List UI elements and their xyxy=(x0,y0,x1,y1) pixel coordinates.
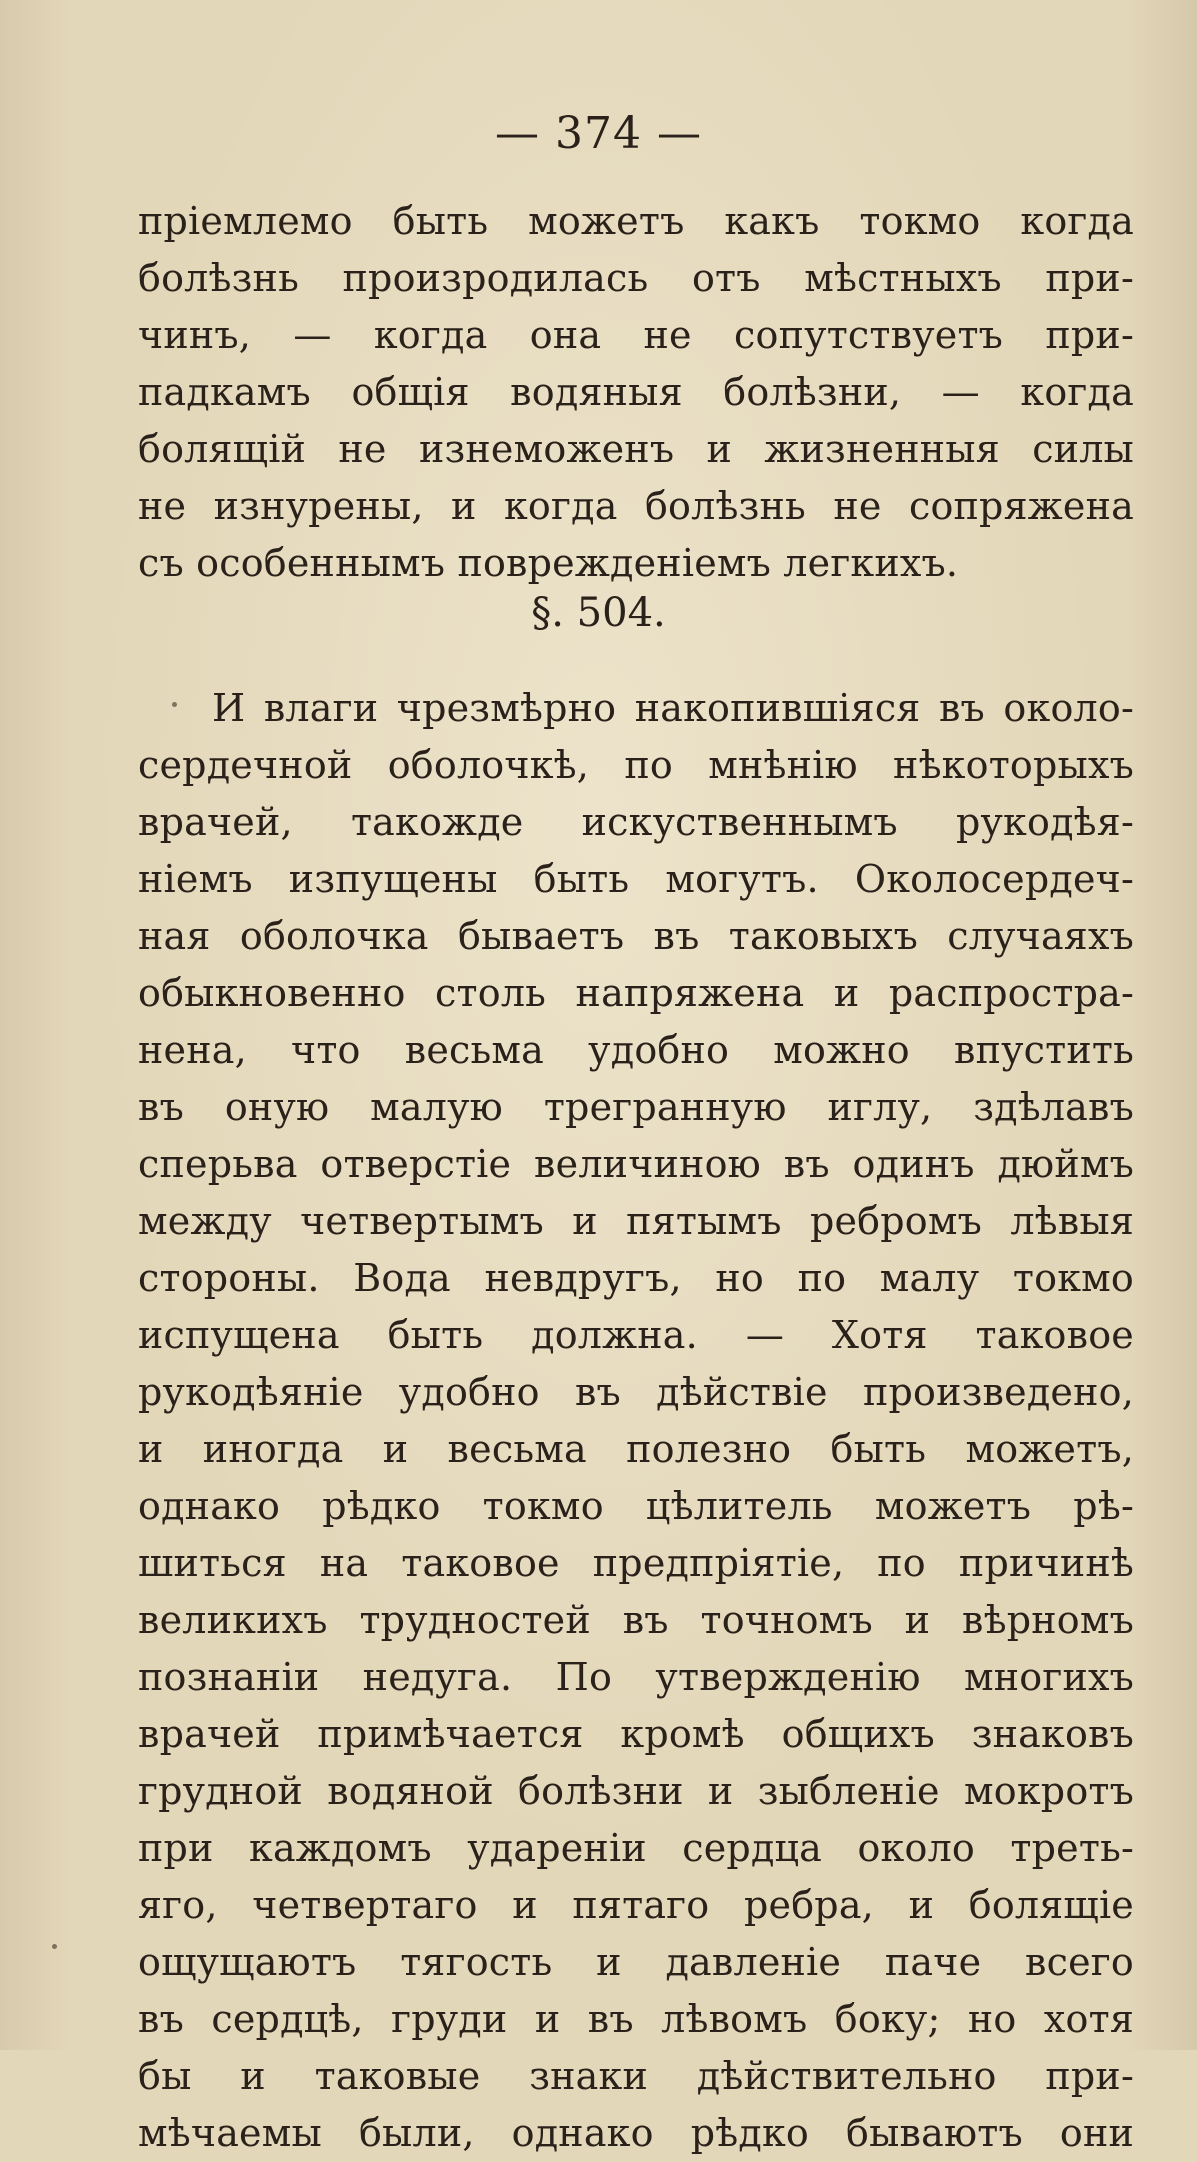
text-line: великихъ трудностей въ точномъ и вѣрномъ xyxy=(138,1598,1134,1642)
text-line: ніемъ изпущены быть могутъ. Околосердеч- xyxy=(138,857,1134,901)
text-line: пріемлемо быть можетъ какъ токмо когда xyxy=(138,199,1134,243)
text-line: испущена быть должна. — Хотя таковое xyxy=(138,1313,1134,1357)
text-line: И влаги чрезмѣрно накопившіяся въ около- xyxy=(212,686,1134,730)
text-line: яго, четвертаго и пятаго ребра, и болящіе xyxy=(138,1883,1134,1927)
text-line: стороны. Вода невдругъ, но по малу токмо xyxy=(138,1256,1134,1300)
text-line: познаніи недуга. По утвержденію многихъ xyxy=(138,1655,1134,1699)
text-line: сперьва отверстіе величиною въ одинъ дюймъ xyxy=(138,1142,1134,1186)
text-line: нена, что весьма удобно можно впустить xyxy=(138,1028,1134,1072)
text-line: однако рѣдко токмо цѣлитель можетъ рѣ- xyxy=(138,1484,1134,1528)
section-heading: §. 504. xyxy=(531,590,666,636)
text-line: обыкновенно столь напряжена и распростра- xyxy=(138,971,1134,1015)
text-line: шиться на таковое предпріятіе, по причинѣ xyxy=(138,1541,1134,1585)
text-line: врачей примѣчается кромѣ общихъ знаковъ xyxy=(138,1712,1134,1756)
text-line: мѣчаемы были, однако рѣдко бываютъ они xyxy=(138,2111,1134,2155)
text-line: болящій не изнеможенъ и жизненныя силы xyxy=(138,427,1134,471)
text-line: при каждомъ удареніи сердца около треть- xyxy=(138,1826,1134,1870)
top-paragraph xyxy=(138,193,1134,592)
text-line: не изнурены, и когда болѣзнь не сопряжена xyxy=(138,484,1134,528)
text-line: болѣзнь произродилась отъ мѣстныхъ при- xyxy=(138,256,1134,300)
text-line: ная оболочка бываетъ въ таковыхъ случаяхъ xyxy=(138,914,1134,958)
text-line: съ особеннымъ поврежденіемъ легкихъ. xyxy=(138,541,959,585)
text-line: грудной водяной болѣзни и зыбленіе мокротъ xyxy=(138,1769,1134,1813)
text-line: врачей, такожде искуственнымъ рукодѣя- xyxy=(138,800,1134,844)
ink-speck xyxy=(172,702,177,707)
text-line: въ сердцѣ, груди и въ лѣвомъ боку; но хотя xyxy=(138,1997,1134,2041)
text-line: между четвертымъ и пятымъ ребромъ лѣвыя xyxy=(138,1199,1134,1243)
main-paragraph xyxy=(138,680,1134,2162)
text-line: падкамъ общія водяныя болѣзни, — когда xyxy=(138,370,1134,414)
text-line: въ оную малую трегранную иглу, здѣлавъ xyxy=(138,1085,1134,1129)
text-line: бы и таковые знаки дѣйствительно при- xyxy=(138,2054,1134,2098)
ink-speck xyxy=(52,1944,57,1949)
text-line: ощущаютъ тягость и давленіе паче всего xyxy=(138,1940,1134,1984)
text-line: рукодѣяніе удобно въ дѣйствіе произведено, xyxy=(138,1370,1134,1414)
text-line: и иногда и весьма полезно быть можетъ, xyxy=(138,1427,1134,1471)
page-number: — 374 — xyxy=(495,108,702,159)
text-line: сердечной оболочкѣ, по мнѣнію нѣкоторыхъ xyxy=(138,743,1134,787)
text-line: чинъ, — когда она не сопутствуетъ при- xyxy=(138,313,1134,357)
